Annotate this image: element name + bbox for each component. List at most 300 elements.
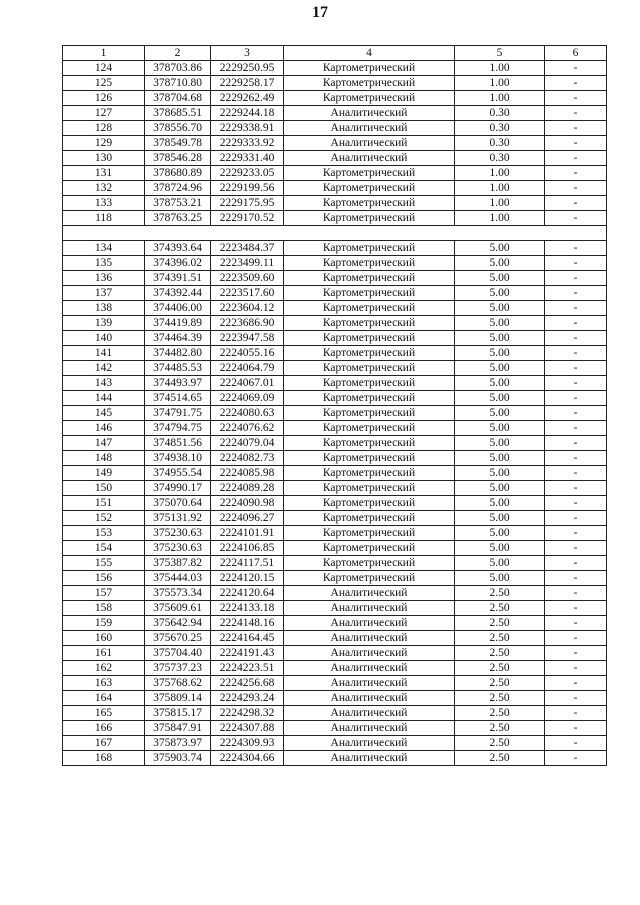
point-number-cell: 161: [63, 646, 145, 661]
accuracy-cell: 5.00: [455, 541, 545, 556]
y-coordinate-cell: 2224096.27: [211, 511, 284, 526]
table-row: [63, 376, 607, 391]
x-coordinate-cell: 374493.97: [145, 376, 211, 391]
x-coordinate-cell: 374396.02: [145, 256, 211, 271]
table-row: [63, 586, 607, 601]
y-coordinate-cell: 2223686.90: [211, 316, 284, 331]
x-coordinate-cell: 378680.89: [145, 166, 211, 181]
method-cell: Картометрический: [284, 181, 455, 196]
x-coordinate-cell: 374419.89: [145, 316, 211, 331]
accuracy-cell: 5.00: [455, 391, 545, 406]
accuracy-cell: 1.00: [455, 91, 545, 106]
point-number-cell: 159: [63, 616, 145, 631]
table-row: [63, 736, 607, 751]
table-row: [63, 436, 607, 451]
x-coordinate-cell: 374514.65: [145, 391, 211, 406]
y-coordinate-cell: 2229199.56: [211, 181, 284, 196]
section-separator-row: [63, 226, 607, 241]
method-cell: Картометрический: [284, 526, 455, 541]
accuracy-cell: 5.00: [455, 376, 545, 391]
x-coordinate-cell: 375131.92: [145, 511, 211, 526]
table-row: [63, 331, 607, 346]
y-coordinate-cell: 2229175.95: [211, 196, 284, 211]
note-cell: -: [545, 76, 607, 91]
point-number-cell: 153: [63, 526, 145, 541]
point-number-cell: 166: [63, 721, 145, 736]
method-cell: Картометрический: [284, 211, 455, 226]
accuracy-cell: 5.00: [455, 511, 545, 526]
accuracy-cell: 5.00: [455, 496, 545, 511]
point-number-cell: 164: [63, 691, 145, 706]
header-cell: 6: [545, 46, 607, 61]
point-number-cell: 168: [63, 751, 145, 766]
accuracy-cell: 5.00: [455, 421, 545, 436]
method-cell: Картометрический: [284, 391, 455, 406]
coordinates-table: [62, 45, 607, 766]
method-cell: Аналитический: [284, 601, 455, 616]
x-coordinate-cell: 375809.14: [145, 691, 211, 706]
note-cell: -: [545, 646, 607, 661]
table-row: [63, 361, 607, 376]
x-coordinate-cell: 375847.91: [145, 721, 211, 736]
note-cell: -: [545, 331, 607, 346]
y-coordinate-cell: 2224191.43: [211, 646, 284, 661]
table-row: [63, 511, 607, 526]
point-number-cell: 135: [63, 256, 145, 271]
table-row: [63, 391, 607, 406]
table-row: [63, 721, 607, 736]
header-cell: 3: [211, 46, 284, 61]
blank-cell: [63, 226, 607, 241]
method-cell: Картометрический: [284, 541, 455, 556]
method-cell: Аналитический: [284, 646, 455, 661]
header-cell: 1: [63, 46, 145, 61]
method-cell: Аналитический: [284, 661, 455, 676]
header-cell: 5: [455, 46, 545, 61]
page-number: 17: [312, 4, 328, 21]
table-header-row: [63, 46, 607, 61]
y-coordinate-cell: 2224076.62: [211, 421, 284, 436]
y-coordinate-cell: 2224164.45: [211, 631, 284, 646]
point-number-cell: 128: [63, 121, 145, 136]
point-number-cell: 140: [63, 331, 145, 346]
note-cell: -: [545, 196, 607, 211]
note-cell: -: [545, 376, 607, 391]
table-row: [63, 121, 607, 136]
table-row: [63, 76, 607, 91]
note-cell: -: [545, 556, 607, 571]
point-number-cell: 147: [63, 436, 145, 451]
table-row: [63, 271, 607, 286]
accuracy-cell: 2.50: [455, 691, 545, 706]
y-coordinate-cell: 2229331.40: [211, 151, 284, 166]
table-row: [63, 61, 607, 76]
table-row: [63, 691, 607, 706]
y-coordinate-cell: 2224080.63: [211, 406, 284, 421]
y-coordinate-cell: 2224101.91: [211, 526, 284, 541]
method-cell: Картометрический: [284, 256, 455, 271]
y-coordinate-cell: 2224304.66: [211, 751, 284, 766]
x-coordinate-cell: 374392.44: [145, 286, 211, 301]
table-row: [63, 256, 607, 271]
table-row: [63, 646, 607, 661]
x-coordinate-cell: 375670.25: [145, 631, 211, 646]
y-coordinate-cell: 2224298.32: [211, 706, 284, 721]
y-coordinate-cell: 2223509.60: [211, 271, 284, 286]
y-coordinate-cell: 2224256.68: [211, 676, 284, 691]
x-coordinate-cell: 378549.78: [145, 136, 211, 151]
x-coordinate-cell: 375573.34: [145, 586, 211, 601]
accuracy-cell: 0.30: [455, 106, 545, 121]
point-number-cell: 125: [63, 76, 145, 91]
y-coordinate-cell: 2223499.11: [211, 256, 284, 271]
note-cell: -: [545, 541, 607, 556]
note-cell: -: [545, 91, 607, 106]
method-cell: Аналитический: [284, 151, 455, 166]
accuracy-cell: 5.00: [455, 331, 545, 346]
table-row: [63, 196, 607, 211]
x-coordinate-cell: 374990.17: [145, 481, 211, 496]
y-coordinate-cell: 2224090.98: [211, 496, 284, 511]
x-coordinate-cell: 375444.03: [145, 571, 211, 586]
method-cell: Картометрический: [284, 301, 455, 316]
point-number-cell: 150: [63, 481, 145, 496]
table-row: [63, 526, 607, 541]
note-cell: -: [545, 286, 607, 301]
accuracy-cell: 2.50: [455, 736, 545, 751]
y-coordinate-cell: 2224106.85: [211, 541, 284, 556]
y-coordinate-cell: 2223947.58: [211, 331, 284, 346]
table-row: [63, 406, 607, 421]
x-coordinate-cell: 374485.53: [145, 361, 211, 376]
accuracy-cell: 1.00: [455, 196, 545, 211]
accuracy-cell: 2.50: [455, 616, 545, 631]
header-cell: 2: [145, 46, 211, 61]
note-cell: -: [545, 406, 607, 421]
x-coordinate-cell: 374851.56: [145, 436, 211, 451]
table-row: [63, 706, 607, 721]
point-number-cell: 151: [63, 496, 145, 511]
accuracy-cell: 2.50: [455, 586, 545, 601]
point-number-cell: 156: [63, 571, 145, 586]
note-cell: -: [545, 151, 607, 166]
x-coordinate-cell: 374794.75: [145, 421, 211, 436]
accuracy-cell: 2.50: [455, 661, 545, 676]
point-number-cell: 139: [63, 316, 145, 331]
note-cell: -: [545, 736, 607, 751]
table-row: [63, 556, 607, 571]
y-coordinate-cell: 2224082.73: [211, 451, 284, 466]
method-cell: Аналитический: [284, 121, 455, 136]
x-coordinate-cell: 375230.63: [145, 526, 211, 541]
note-cell: -: [545, 616, 607, 631]
method-cell: Картометрический: [284, 451, 455, 466]
y-coordinate-cell: 2223604.12: [211, 301, 284, 316]
table-row: [63, 286, 607, 301]
accuracy-cell: 5.00: [455, 346, 545, 361]
table-row: [63, 106, 607, 121]
x-coordinate-cell: 375768.62: [145, 676, 211, 691]
accuracy-cell: 5.00: [455, 556, 545, 571]
point-number-cell: 131: [63, 166, 145, 181]
note-cell: -: [545, 511, 607, 526]
method-cell: Картометрический: [284, 346, 455, 361]
note-cell: -: [545, 181, 607, 196]
note-cell: -: [545, 421, 607, 436]
table-row: [63, 346, 607, 361]
point-number-cell: 143: [63, 376, 145, 391]
y-coordinate-cell: 2229250.95: [211, 61, 284, 76]
y-coordinate-cell: 2229258.17: [211, 76, 284, 91]
note-cell: -: [545, 466, 607, 481]
note-cell: -: [545, 451, 607, 466]
y-coordinate-cell: 2224120.64: [211, 586, 284, 601]
note-cell: -: [545, 571, 607, 586]
note-cell: -: [545, 751, 607, 766]
point-number-cell: 141: [63, 346, 145, 361]
method-cell: Картометрический: [284, 556, 455, 571]
x-coordinate-cell: 375737.23: [145, 661, 211, 676]
note-cell: -: [545, 301, 607, 316]
table-row: [63, 451, 607, 466]
table-row: [63, 166, 607, 181]
x-coordinate-cell: 374938.10: [145, 451, 211, 466]
point-number-cell: 136: [63, 271, 145, 286]
y-coordinate-cell: 2224067.01: [211, 376, 284, 391]
accuracy-cell: 5.00: [455, 286, 545, 301]
point-number-cell: 160: [63, 631, 145, 646]
method-cell: Аналитический: [284, 616, 455, 631]
table-row: [63, 466, 607, 481]
y-coordinate-cell: 2224223.51: [211, 661, 284, 676]
y-coordinate-cell: 2224089.28: [211, 481, 284, 496]
method-cell: Картометрический: [284, 91, 455, 106]
y-coordinate-cell: 2223517.60: [211, 286, 284, 301]
note-cell: -: [545, 346, 607, 361]
note-cell: -: [545, 121, 607, 136]
method-cell: Картометрический: [284, 496, 455, 511]
accuracy-cell: 5.00: [455, 466, 545, 481]
method-cell: Аналитический: [284, 631, 455, 646]
point-number-cell: 134: [63, 241, 145, 256]
table-row: [63, 616, 607, 631]
y-coordinate-cell: 2224293.24: [211, 691, 284, 706]
note-cell: -: [545, 631, 607, 646]
table-row: [63, 481, 607, 496]
table-row: [63, 676, 607, 691]
x-coordinate-cell: 374955.54: [145, 466, 211, 481]
y-coordinate-cell: 2224133.18: [211, 601, 284, 616]
method-cell: Аналитический: [284, 586, 455, 601]
note-cell: -: [545, 526, 607, 541]
method-cell: Картометрический: [284, 61, 455, 76]
point-number-cell: 142: [63, 361, 145, 376]
method-cell: Картометрический: [284, 286, 455, 301]
note-cell: -: [545, 166, 607, 181]
table-row: [63, 571, 607, 586]
accuracy-cell: 2.50: [455, 676, 545, 691]
note-cell: -: [545, 316, 607, 331]
x-coordinate-cell: 378685.51: [145, 106, 211, 121]
method-cell: Аналитический: [284, 721, 455, 736]
point-number-cell: 129: [63, 136, 145, 151]
method-cell: Аналитический: [284, 736, 455, 751]
accuracy-cell: 2.50: [455, 721, 545, 736]
point-number-cell: 167: [63, 736, 145, 751]
x-coordinate-cell: 378710.80: [145, 76, 211, 91]
accuracy-cell: 1.00: [455, 166, 545, 181]
table-row: [63, 136, 607, 151]
table-row: [63, 631, 607, 646]
accuracy-cell: 0.30: [455, 151, 545, 166]
method-cell: Аналитический: [284, 691, 455, 706]
y-coordinate-cell: 2229244.18: [211, 106, 284, 121]
point-number-cell: 138: [63, 301, 145, 316]
note-cell: -: [545, 61, 607, 76]
note-cell: -: [545, 721, 607, 736]
x-coordinate-cell: 375704.40: [145, 646, 211, 661]
table-row: [63, 316, 607, 331]
y-coordinate-cell: 2224069.09: [211, 391, 284, 406]
y-coordinate-cell: 2224148.16: [211, 616, 284, 631]
accuracy-cell: 0.30: [455, 121, 545, 136]
table-row: [63, 91, 607, 106]
y-coordinate-cell: 2224055.16: [211, 346, 284, 361]
y-coordinate-cell: 2224117.51: [211, 556, 284, 571]
x-coordinate-cell: 375642.94: [145, 616, 211, 631]
point-number-cell: 130: [63, 151, 145, 166]
point-number-cell: 133: [63, 196, 145, 211]
method-cell: Картометрический: [284, 466, 455, 481]
method-cell: Картометрический: [284, 511, 455, 526]
method-cell: Аналитический: [284, 676, 455, 691]
accuracy-cell: 5.00: [455, 451, 545, 466]
note-cell: -: [545, 256, 607, 271]
y-coordinate-cell: 2224085.98: [211, 466, 284, 481]
point-number-cell: 145: [63, 406, 145, 421]
x-coordinate-cell: 378704.68: [145, 91, 211, 106]
accuracy-cell: 2.50: [455, 631, 545, 646]
x-coordinate-cell: 378724.96: [145, 181, 211, 196]
method-cell: Картометрический: [284, 406, 455, 421]
y-coordinate-cell: 2224307.88: [211, 721, 284, 736]
note-cell: -: [545, 436, 607, 451]
point-number-cell: 127: [63, 106, 145, 121]
method-cell: Картометрический: [284, 76, 455, 91]
method-cell: Картометрический: [284, 316, 455, 331]
note-cell: -: [545, 361, 607, 376]
accuracy-cell: 5.00: [455, 436, 545, 451]
x-coordinate-cell: 375609.61: [145, 601, 211, 616]
table-row: [63, 181, 607, 196]
point-number-cell: 148: [63, 451, 145, 466]
accuracy-cell: 5.00: [455, 571, 545, 586]
x-coordinate-cell: 374791.75: [145, 406, 211, 421]
table-row: [63, 151, 607, 166]
x-coordinate-cell: 374464.39: [145, 331, 211, 346]
accuracy-cell: 5.00: [455, 256, 545, 271]
method-cell: Картометрический: [284, 166, 455, 181]
method-cell: Картометрический: [284, 196, 455, 211]
accuracy-cell: 1.00: [455, 211, 545, 226]
accuracy-cell: 5.00: [455, 316, 545, 331]
point-number-cell: 162: [63, 661, 145, 676]
accuracy-cell: 5.00: [455, 481, 545, 496]
note-cell: -: [545, 241, 607, 256]
note-cell: -: [545, 676, 607, 691]
table-row: [63, 421, 607, 436]
point-number-cell: 165: [63, 706, 145, 721]
accuracy-cell: 5.00: [455, 526, 545, 541]
accuracy-cell: 5.00: [455, 241, 545, 256]
point-number-cell: 155: [63, 556, 145, 571]
y-coordinate-cell: 2229170.52: [211, 211, 284, 226]
point-number-cell: 126: [63, 91, 145, 106]
method-cell: Аналитический: [284, 136, 455, 151]
table-row: [63, 541, 607, 556]
x-coordinate-cell: 375230.63: [145, 541, 211, 556]
accuracy-cell: 0.30: [455, 136, 545, 151]
point-number-cell: 144: [63, 391, 145, 406]
table-row: [63, 751, 607, 766]
x-coordinate-cell: 374393.64: [145, 241, 211, 256]
point-number-cell: 137: [63, 286, 145, 301]
table-body: [63, 61, 607, 766]
x-coordinate-cell: 378753.21: [145, 196, 211, 211]
x-coordinate-cell: 375387.82: [145, 556, 211, 571]
method-cell: Аналитический: [284, 751, 455, 766]
note-cell: -: [545, 211, 607, 226]
note-cell: -: [545, 391, 607, 406]
x-coordinate-cell: 375070.64: [145, 496, 211, 511]
method-cell: Картометрический: [284, 271, 455, 286]
table-row: [63, 661, 607, 676]
note-cell: -: [545, 106, 607, 121]
method-cell: Аналитический: [284, 106, 455, 121]
y-coordinate-cell: 2229338.91: [211, 121, 284, 136]
point-number-cell: 132: [63, 181, 145, 196]
note-cell: -: [545, 691, 607, 706]
x-coordinate-cell: 374406.00: [145, 301, 211, 316]
method-cell: Картометрический: [284, 241, 455, 256]
x-coordinate-cell: 378546.28: [145, 151, 211, 166]
note-cell: -: [545, 586, 607, 601]
accuracy-cell: 2.50: [455, 751, 545, 766]
table-row: [63, 241, 607, 256]
method-cell: Картометрический: [284, 421, 455, 436]
accuracy-cell: 2.50: [455, 646, 545, 661]
y-coordinate-cell: 2224309.93: [211, 736, 284, 751]
table-row: [63, 301, 607, 316]
x-coordinate-cell: 375815.17: [145, 706, 211, 721]
point-number-cell: 163: [63, 676, 145, 691]
y-coordinate-cell: 2223484.37: [211, 241, 284, 256]
point-number-cell: 124: [63, 61, 145, 76]
method-cell: Картометрический: [284, 436, 455, 451]
y-coordinate-cell: 2224064.79: [211, 361, 284, 376]
point-number-cell: 149: [63, 466, 145, 481]
point-number-cell: 152: [63, 511, 145, 526]
note-cell: -: [545, 136, 607, 151]
method-cell: Картометрический: [284, 571, 455, 586]
accuracy-cell: 2.50: [455, 706, 545, 721]
method-cell: Картометрический: [284, 376, 455, 391]
y-coordinate-cell: 2224120.15: [211, 571, 284, 586]
accuracy-cell: 1.00: [455, 61, 545, 76]
y-coordinate-cell: 2224079.04: [211, 436, 284, 451]
y-coordinate-cell: 2229233.05: [211, 166, 284, 181]
y-coordinate-cell: 2229333.92: [211, 136, 284, 151]
